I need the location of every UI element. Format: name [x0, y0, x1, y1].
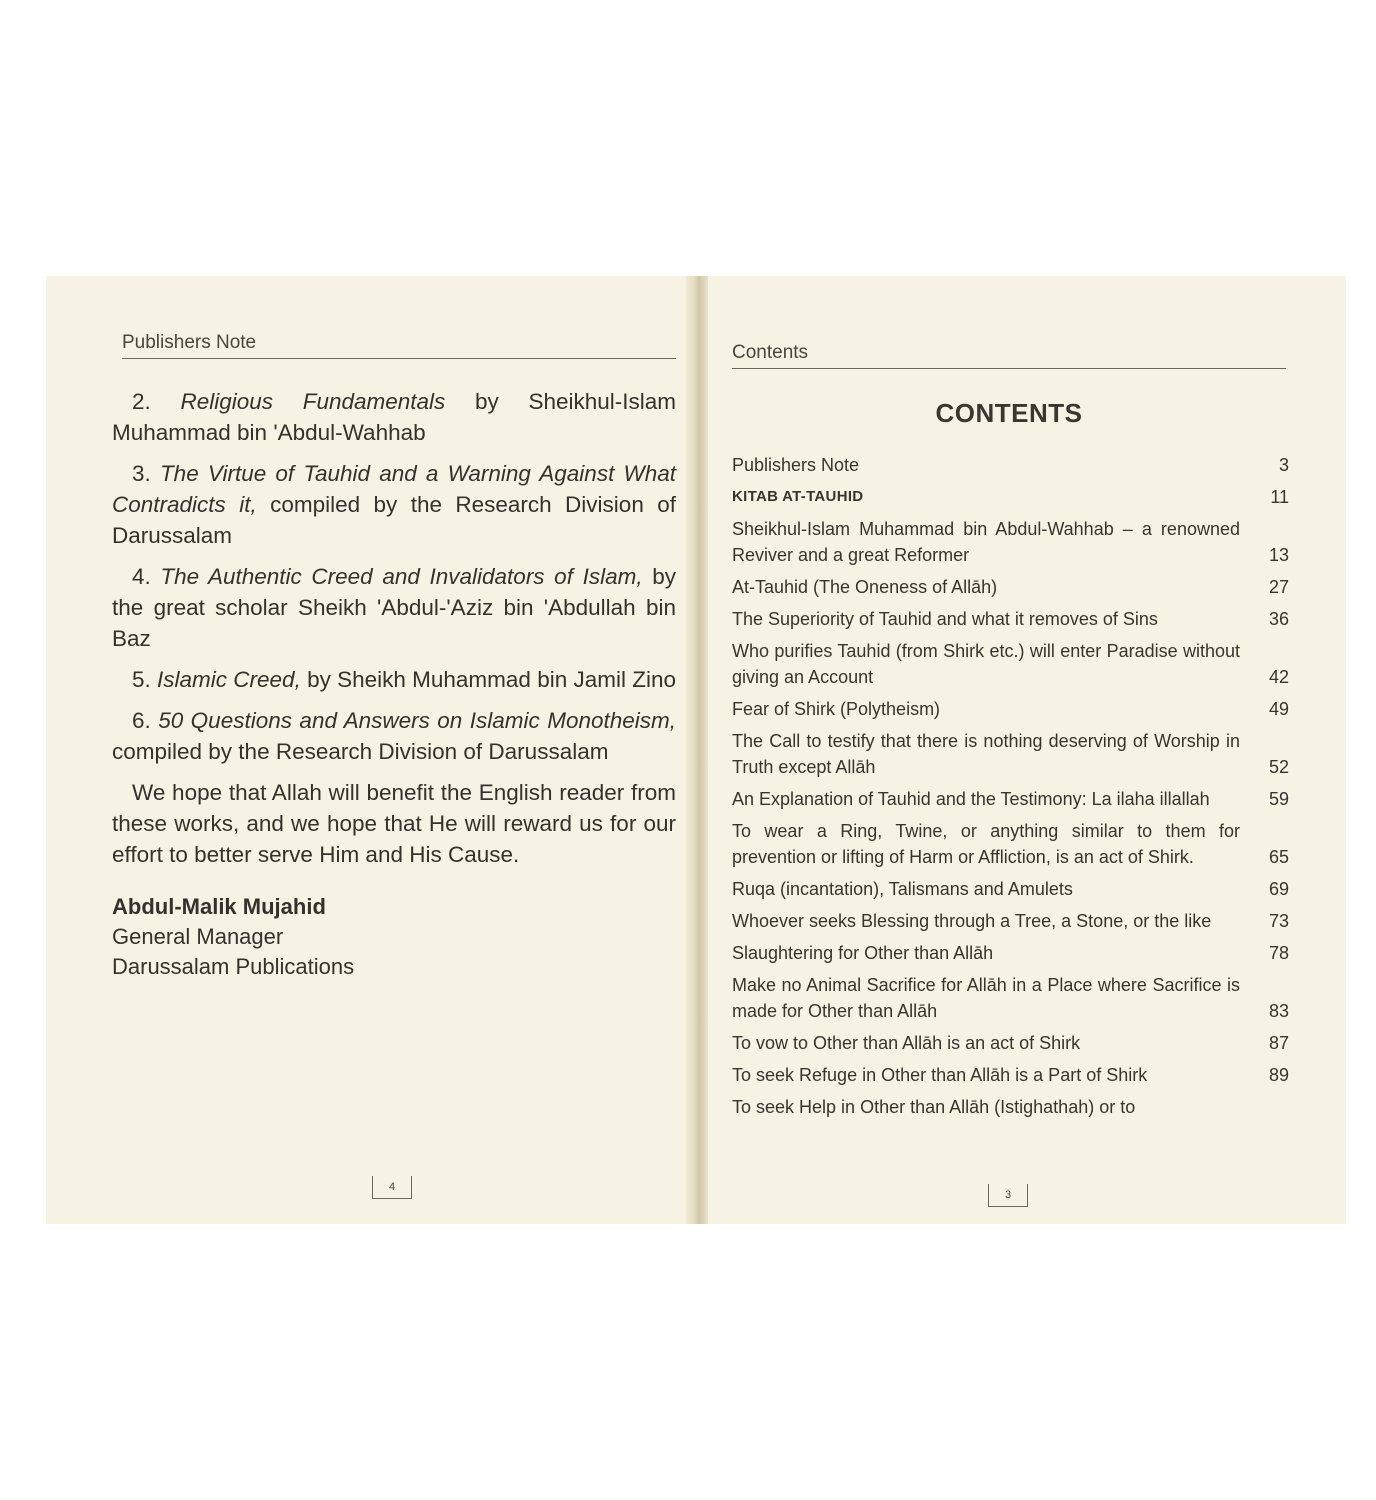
table-of-contents — [732, 452, 1289, 1126]
running-head: Contents — [732, 342, 1286, 369]
publishers-note-body — [112, 386, 676, 982]
toc-entry-title: An Explanation of Tauhid and the Testimony: La ilaha illallah — [732, 789, 1210, 809]
right-page — [708, 276, 1346, 1224]
book-attribution: by Sheikhul-Islam Muhammad bin 'Abdul-Wahhab — [112, 389, 676, 445]
toc-entry-page: 69 — [1268, 879, 1289, 899]
book-list-item — [112, 386, 676, 448]
toc-entry-title: The Call to testify that there is nothing deserving of Worship in Truth except Allāh — [732, 731, 1240, 777]
book-list-item — [112, 664, 676, 695]
toc-entry-page: 73 — [1268, 911, 1289, 931]
toc-entry — [732, 1030, 1289, 1056]
book-title: Religious Fundamentals — [180, 389, 446, 414]
signatory-organization: Darussalam Publications — [112, 954, 355, 979]
toc-entry-title: KITAB AT-TAUHID — [732, 488, 864, 505]
item-number: 3. — [132, 461, 151, 486]
item-number: 4. — [132, 564, 151, 589]
toc-entry — [732, 940, 1289, 966]
book-attribution: by Sheikh Muhammad bin Jamil Zino — [300, 667, 676, 692]
toc-entry-page: 27 — [1268, 577, 1289, 597]
toc-entry — [732, 638, 1289, 690]
toc-entry-title: Slaughtering for Other than Allāh — [732, 943, 994, 963]
page-number: 3 — [988, 1184, 1028, 1207]
toc-entry-page: 87 — [1268, 1033, 1289, 1053]
book-title: The Virtue of Tauhid and a Warning Against What Contradicts it, — [112, 461, 676, 517]
toc-entry-title: To wear a Ring, Twine, or anything similar to them for prevention or lifting of Harm or Affliction, is an act of Shirk. — [732, 821, 1240, 867]
toc-entry — [732, 606, 1289, 632]
toc-entry-page: 89 — [1268, 1065, 1289, 1085]
book-list-item — [112, 705, 676, 767]
toc-entry-title: To seek Refuge in Other than Allāh is a Part of Shirk — [732, 1065, 1148, 1085]
toc-entry — [732, 818, 1289, 870]
toc-entry-page: 3 — [1278, 455, 1289, 475]
toc-entry-page: 42 — [1268, 667, 1289, 687]
item-number: 5. — [132, 667, 151, 692]
toc-entry — [732, 574, 1289, 600]
toc-entry-title: Ruqa (incantation), Talismans and Amulets — [732, 879, 1073, 899]
book-attribution: compiled by the Research Division of Darussalam — [112, 492, 676, 548]
book-list — [112, 386, 676, 767]
left-page — [46, 276, 686, 1224]
book-title: The Authentic Creed and Invalidators of Islam, — [160, 564, 643, 589]
page-number: 4 — [372, 1176, 412, 1199]
toc-entry-title: Fear of Shirk (Polytheism) — [732, 699, 941, 719]
toc-entry-title: To vow to Other than Allāh is an act of Shirk — [732, 1033, 1081, 1053]
toc-entry — [732, 484, 1289, 510]
toc-entry — [732, 1094, 1289, 1120]
toc-entry-page: 59 — [1268, 789, 1289, 809]
toc-entry-page: 78 — [1268, 943, 1289, 963]
toc-entry — [732, 972, 1289, 1024]
toc-entry — [732, 696, 1289, 722]
toc-entry-title: At-Tauhid (The Oneness of Allāh) — [732, 577, 998, 597]
toc-entry-page: 11 — [1270, 487, 1289, 507]
toc-entry-page: 36 — [1268, 609, 1289, 629]
signatory-name: Abdul-Malik Mujahid — [112, 894, 326, 919]
toc-entry — [732, 876, 1289, 902]
toc-entry-title: Publishers Note — [732, 455, 860, 475]
book-title: 50 Questions and Answers on Islamic Monotheism, — [158, 708, 676, 733]
toc-entry-title: Whoever seeks Blessing through a Tree, a Stone, or the like — [732, 911, 1212, 931]
toc-entry-page: 52 — [1268, 757, 1289, 777]
toc-entry — [732, 786, 1289, 812]
closing-paragraph: We hope that Allah will benefit the English reader from these works, and we hope that He will reward us for our effort to better serve Him and His Cause. — [112, 780, 676, 867]
toc-entry-title: Who purifies Tauhid (from Shirk etc.) will enter Paradise without giving an Account — [732, 641, 1240, 687]
toc-entry-page: 13 — [1268, 545, 1289, 565]
toc-entry-page: 49 — [1268, 699, 1289, 719]
item-number: 6. — [132, 708, 151, 733]
contents-title: CONTENTS — [935, 398, 1083, 428]
toc-entry-title: To seek Help in Other than Allāh (Istighathah) or to — [732, 1097, 1136, 1117]
toc-entry-title: The Superiority of Tauhid and what it removes of Sins — [732, 609, 1158, 629]
toc-entry — [732, 728, 1289, 780]
toc-entry-title: Sheikhul-Islam Muhammad bin Abdul-Wahhab – a renowned Reviver and a great Reformer — [732, 519, 1240, 565]
book-spread — [46, 276, 1346, 1224]
item-number: 2. — [132, 389, 151, 414]
book-list-item — [112, 458, 676, 551]
toc-entry — [732, 452, 1289, 478]
book-attribution: by the great scholar Sheikh 'Abdul-'Aziz bin 'Abdullah bin Baz — [112, 564, 676, 651]
book-gutter — [686, 276, 708, 1224]
toc-entry-title: Make no Animal Sacrifice for Allāh in a Place where Sacrifice is made for Other than Allāh — [732, 975, 1240, 1021]
toc-entry — [732, 1062, 1289, 1088]
toc-entry — [732, 516, 1289, 568]
toc-entry — [732, 908, 1289, 934]
signatory-title: General Manager — [112, 924, 284, 949]
toc-entry-page: 65 — [1268, 847, 1289, 867]
book-list-item — [112, 561, 676, 654]
toc-entry-page: 83 — [1268, 1001, 1289, 1021]
signature-block — [112, 892, 676, 982]
book-attribution: compiled by the Research Division of Darussalam — [112, 739, 609, 764]
running-head: Publishers Note — [122, 332, 676, 359]
book-title: Islamic Creed, — [157, 667, 301, 692]
